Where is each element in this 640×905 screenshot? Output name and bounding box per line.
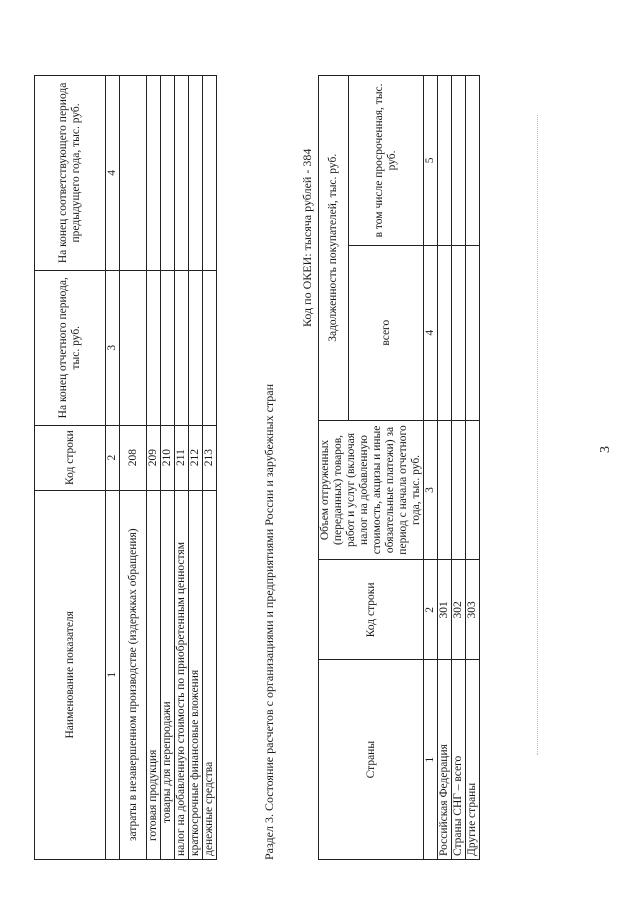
value-cell [452,420,466,560]
row-label: Другие страны [466,660,480,860]
value-cell [466,76,480,246]
value-cell [438,245,452,420]
table-row [189,76,203,860]
settlements-table [318,75,480,860]
row-code: 211 [175,425,189,490]
value-cell [189,270,203,425]
col-number: 5 [424,76,438,246]
header-buyers-debt: Задолженность покупателей, тыс. руб. [319,76,349,421]
scan-artifact-line [537,115,538,755]
col-number: 3 [424,420,438,560]
row-label: готовая продукция [147,490,161,859]
okei-code: Код по ОКЕИ: тысяча рублей - 384 [300,148,314,327]
col-number: 2 [106,425,120,490]
section-title: Раздел 3. Состояние расчетов с организациями и предприятиями России и зарубежных стран [262,383,276,860]
value-cell [175,270,189,425]
value-cell [120,270,147,425]
header-countries: Страны [319,660,424,860]
header-end-previous: На конец соответствующего периода предыдущего года, тыс. руб. [35,76,106,271]
page-number: 3 [598,446,613,453]
row-label: денежные средства [203,490,217,859]
value-cell [189,76,203,271]
row-code: 208 [120,425,147,490]
table-row [175,76,189,860]
col-number: 1 [106,490,120,859]
row-label: затраты в незавершенном производстве (издержках обращения) [120,490,147,859]
header-shipment-volume: Объем отгруженных (переданных) товаров, работ и услуг (включая налог на добавленную стоимость, акцизы и иные обязательные платежи) за период с начала отчетного года, тыс. руб. [319,420,424,560]
table-row [161,76,175,860]
value-cell [438,76,452,246]
col-number: 1 [424,660,438,860]
header-debt-overdue: в том числе просроченная, тыс. руб. [349,76,424,246]
header-debt-total: всего [349,245,424,420]
value-cell [438,420,452,560]
col-number: 3 [106,270,120,425]
value-cell [175,76,189,271]
table-row [452,76,466,860]
row-code: 212 [189,425,203,490]
table-row [120,76,147,860]
value-cell [452,245,466,420]
value-cell [161,270,175,425]
indicators-table [34,75,217,860]
row-code: 301 [438,560,452,660]
value-cell [203,270,217,425]
row-label: товары для перепродажи [161,490,175,859]
value-cell [120,76,147,271]
row-label: Страны СНГ – всего [452,660,466,860]
header-row-code: Код строки [35,425,106,490]
row-code: 213 [203,425,217,490]
row-code: 209 [147,425,161,490]
value-cell [466,245,480,420]
table-row [203,76,217,860]
header-row-code: Код строки [319,560,424,660]
column-number-row [106,76,120,860]
value-cell [147,270,161,425]
table-header-row [319,76,349,860]
row-code: 210 [161,425,175,490]
value-cell [452,76,466,246]
column-number-row [424,76,438,860]
value-cell [466,420,480,560]
value-cell [147,76,161,271]
table-row [147,76,161,860]
header-end-current: На конец отчетного периода, тыс. руб. [35,270,106,425]
row-code: 303 [466,560,480,660]
col-number: 4 [106,76,120,271]
col-number: 2 [424,560,438,660]
value-cell [161,76,175,271]
row-code: 302 [452,560,466,660]
value-cell [203,76,217,271]
row-label: Российская Федерация [438,660,452,860]
col-number: 4 [424,245,438,420]
table-row [438,76,452,860]
row-label: краткосрочные финансовые вложения [189,490,203,859]
header-indicator-name: Наименование показателя [35,490,106,859]
table-row [466,76,480,860]
table-header-row [35,76,106,860]
row-label: налог на добавленную стоимость по приобретенным ценностям [175,490,189,859]
